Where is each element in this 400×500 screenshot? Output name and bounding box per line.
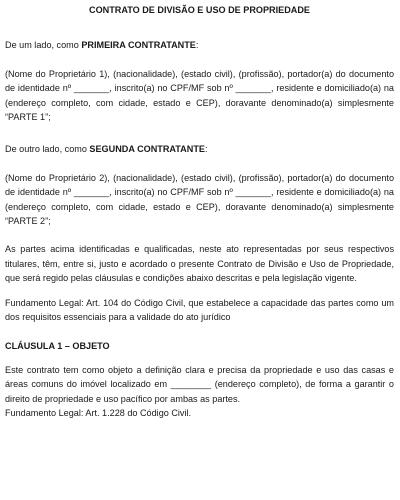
party1-intro	[5, 38, 394, 52]
legal-basis-paragraph: Fundamento Legal: Art. 104 do Código Civil, que estabelece a capacidade das partes como um dos requisitos essenciais para a validade do ato jurídico	[5, 297, 394, 323]
clause1-heading	[5, 339, 394, 353]
party2-role: SEGUNDA CONTRATANTE	[89, 144, 205, 155]
document-title: CONTRATO DE DIVISÃO E USO DE PROPRIEDADE	[89, 5, 310, 15]
clause1-heading-text: CLÁUSULA 1 – OBJETO	[5, 340, 110, 351]
party2-intro-suffix: :	[204, 144, 208, 155]
party2-intro-prefix: De outro lado, como	[5, 144, 90, 155]
party1-role: PRIMEIRA CONTRATANTE	[81, 40, 196, 51]
party2-intro	[5, 142, 394, 156]
party1-qualification: (Nome do Proprietário 1), (nacionalidade), (estado civil), (profissão), portador(a) do documento de identidade nº _______, inscrito(a) no CPF/MF sob nº _______, residente e domiciliado(a) na (endereço completo, com cidade, estado e CEP), doravante denominado(a) simplesmente “PARTE 1”;	[5, 68, 394, 123]
clause1-legal-basis: Fundamento Legal: Art. 1.228 do Código Civil.	[5, 408, 192, 419]
party1-intro-suffix: :	[195, 40, 199, 51]
agreement-paragraph: As partes acima identificadas e qualificadas, neste ato representadas por seus respectivos titulares, têm, entre si, justo e acordado o presente Contrato de Divisão e Uso de Propriedade, que será regido pelas cláusulas e condições abaixo descritas e pela legislação vigente.	[5, 244, 394, 284]
clause1-body: Este contrato tem como objeto a definição clara e precisa da propriedade e uso das casas e áreas comuns do imóvel localizado em ________ (endereço completo), de forma a garantir o direito de propriedade e uso pacífico por ambas as partes.	[5, 364, 394, 404]
party1-intro-prefix: De um lado, como	[5, 40, 82, 51]
party2-qualification: (Nome do Proprietário 2), (nacionalidade), (estado civil), (profissão), portador(a) do documento de identidade nº _______, inscrito(a) no CPF/MF sob nº _______, residente e domiciliado(a) na (endereço completo, com cidade, estado e CEP), doravante denominado(a) simplesmente “PARTE 2”;	[5, 172, 394, 227]
